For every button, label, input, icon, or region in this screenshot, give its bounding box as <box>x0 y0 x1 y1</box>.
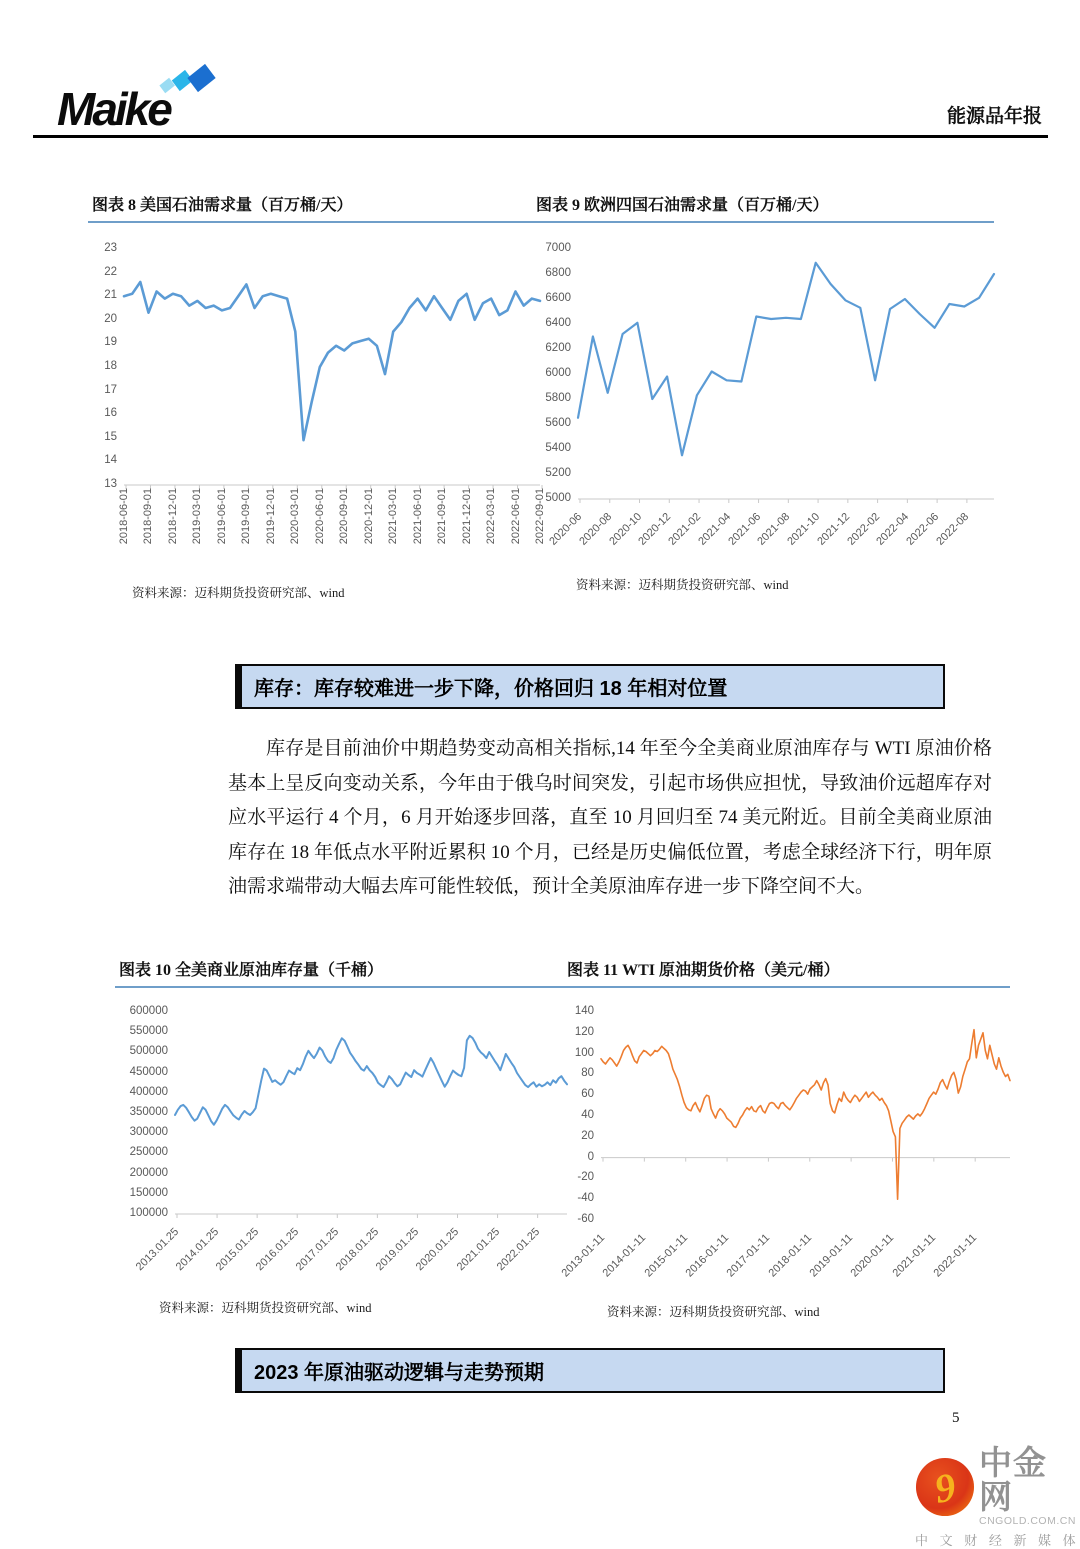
figure-9-europe-oil-demand-chart <box>532 192 994 593</box>
line-plot <box>175 1012 567 1214</box>
source-note: 资料来源：迈科期货投资研究部、wind <box>159 1301 372 1315</box>
source-note: 资料来源：迈科期货投资研究部、wind <box>607 1305 820 1319</box>
svg-text:9: 9 <box>931 1463 960 1512</box>
source-note: 资料来源：迈科期货投资研究部、wind <box>132 586 345 600</box>
section-heading-2023-outlook: 2023 年原油驱动逻辑与走势预期 <box>235 1348 945 1393</box>
line-plot <box>601 1012 1010 1220</box>
y-axis-ticks: 7000 6800 6600 6400 6200 6000 5800 5600 5400 5200 5000 <box>545 242 571 504</box>
chart-title: 图表 8 美国石油需求量（百万桶/天） <box>88 192 540 223</box>
body-paragraph: 库存是目前油价中期趋势变动高相关指标,14 年至今全美商业原油库存与 WTI 原油价格基本上呈反向变动关系，今年由于俄乌时间突发，引起市场供应担忧，导致油价远超库存对应水平运行 4 个月，6 月开始逐步回落，直至 10 月回归至 74 美元附近。目前全美商业原油库存在 18 年低点水平附近累积 10 个月，已经是历史偏低位置，考虑全球经济下行，明年原油需求端带动大幅去库可能性较低，预计全美原油库存进一步下降空间不大。 <box>228 738 992 897</box>
cngold-tagline: 中 文 财 经 新 媒 体 <box>915 1533 1080 1548</box>
y-axis-ticks: 600000 550000 500000 450000 400000 350000 300000 250000 200000 150000 100000 <box>129 1005 168 1219</box>
source-note: 资料来源：迈科期货投资研究部、wind <box>576 578 789 592</box>
x-axis-labels: 2013-01-11 2014-01-11 2015-01-11 2016-01-11 2017-01-11 2018-01-11 2019-01-11 2020-01-11 2021-01-11 2022-01-11 <box>559 1231 980 1280</box>
page-number: 5 <box>952 1410 960 1426</box>
section-heading-inventory: 库存：库存较难进一步下降，价格回归 18 年相对位置 <box>235 664 945 709</box>
chart-title: 图表 10 全美商业原油库存量（千桶） <box>115 957 567 988</box>
maike-logo <box>57 64 277 139</box>
y-axis-ticks: 23 22 21 20 19 18 17 16 15 14 13 <box>104 242 117 490</box>
figure-8-us-oil-demand-chart <box>88 192 546 601</box>
x-axis-labels: 2020-06 2020-08 2020-10 2020-12 2021-02 2021-04 2021-06 2021-08 2021-10 2021-12 2022-02 2022-04 2022-06 2022-08 <box>547 510 972 548</box>
figure-11-wti-price-chart <box>559 957 1010 1320</box>
cngold-domain: CNGOLD.COM.CN <box>979 1515 1076 1527</box>
figure-10-us-crude-inventory-chart <box>115 957 567 1316</box>
chart-title: 图表 9 欧洲四国石油需求量（百万桶/天） <box>532 192 994 223</box>
maike-logo-text: Maike <box>57 83 170 135</box>
x-axis-labels: 2018-06-01 2018-09-01 2018-12-01 2019-03-01 2019-06-01 2019-09-01 2019-12-01 2020-03-01 2020-06-01 2020-09-01 2020-12-01 2021-03-01 2021-06-01 2021-09-01 2021-12-01 2022-03-01 2022-06-01 2022-09-01 <box>118 488 546 545</box>
cngold-watermark <box>915 1444 1080 1549</box>
y-axis-ticks: 140 120 100 80 60 40 20 0 -20 -40 -60 <box>574 1005 594 1225</box>
line-plot <box>578 249 994 499</box>
cngold-logo-icon <box>915 1457 975 1517</box>
line-plot <box>124 249 540 485</box>
cngold-name: 中金网 <box>979 1444 1047 1515</box>
header-rule <box>33 135 1048 138</box>
chart-title: 图表 11 WTI 原油期货价格（美元/桶） <box>563 957 1010 988</box>
x-axis-labels: 2013.01.25 2014.01.25 2015.01.25 2016.01.25 2017.01.25 2018.01.25 2019.01.25 2020.01.25 2021.01.25 2022.01.25 <box>133 1225 542 1274</box>
report-type-label: 能源品年报 <box>946 106 1042 127</box>
